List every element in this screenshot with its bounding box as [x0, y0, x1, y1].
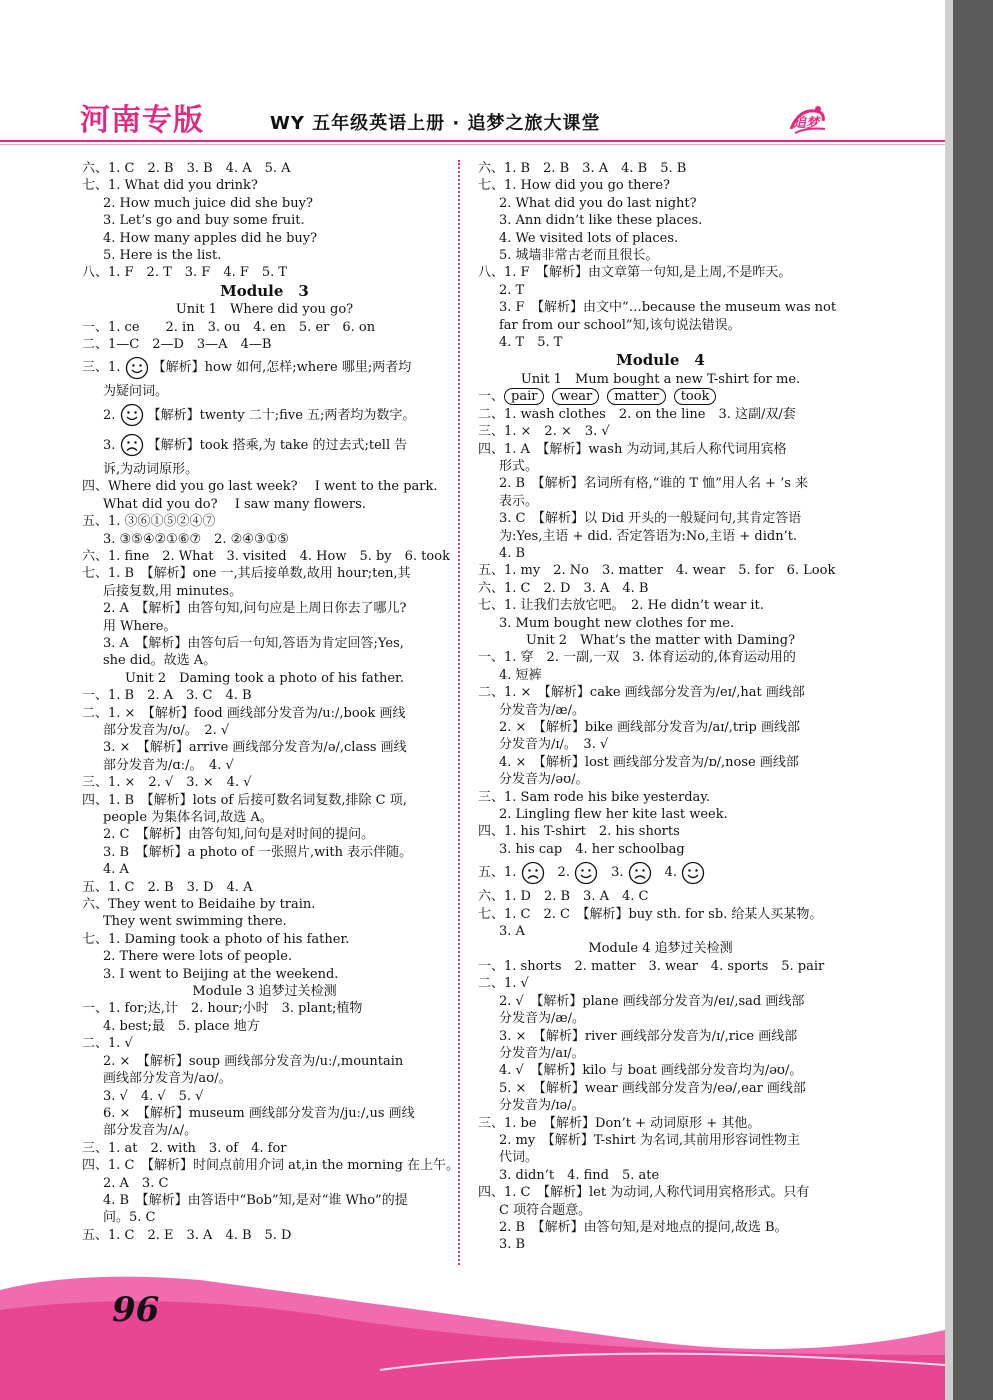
answer-line: [478, 1236, 843, 1253]
answer-line: [82, 212, 447, 229]
answer-text: 4. T 5. T: [499, 335, 563, 351]
answer-text: 2. A 3. C: [103, 1175, 169, 1191]
answer-text: 4. B: [499, 545, 526, 561]
unit-heading: [478, 371, 843, 388]
header-rule: [0, 140, 945, 142]
answer-line: [82, 826, 447, 843]
answer-line: [82, 513, 447, 530]
answer-text: 2. × 【解析】bike 画线部分发音为/aɪ/,trip 画线部: [499, 720, 800, 735]
answer-text: 二、1—C 2—D 3—A 4—B: [82, 337, 272, 353]
answer-text: 四、1. A 【解析】wash 为动词,其后人称代词用宾格: [478, 441, 787, 457]
answer-line: [82, 531, 447, 548]
answer-line: [82, 461, 447, 478]
answer-text: 3. B: [499, 1237, 526, 1253]
circled-word: wear: [552, 388, 599, 405]
answer-text: 2. Lingling flew her kite last week.: [499, 807, 728, 823]
answer-line: [478, 649, 843, 666]
sad-face-icon: [628, 861, 652, 885]
answer-line: [82, 496, 447, 513]
answer-text: 3. didn’t 4. find 5. ate: [499, 1167, 660, 1183]
answer-line: [82, 722, 447, 739]
answer-text: Unit 1 Mum bought a new T-shirt for me.: [520, 371, 801, 387]
answer-line: [478, 993, 843, 1010]
answer-explanation: 【解析】how 如何,怎样;where 哪里;两者均: [148, 360, 412, 376]
answer-text: 4. best;最 5. place 地方: [103, 1018, 260, 1034]
answer-line: [478, 667, 843, 684]
answer-text: 七、1. 让我们去放它吧。 2. He didn’t wear it.: [478, 598, 764, 614]
answer-line: [478, 212, 843, 229]
answer-line: [478, 1062, 843, 1079]
answer-line: [478, 823, 843, 840]
answer-text: 问。5. C: [103, 1210, 156, 1226]
answer-text: 三、1. be 【解析】Don’t + 动词原形 + 其他。: [478, 1115, 761, 1131]
unit-heading: [478, 940, 843, 957]
answer-line: [82, 1175, 447, 1192]
smiley-face-icon: [125, 356, 149, 380]
answer-text: 2.: [103, 407, 116, 423]
answer-text: 六、1. D 2. B 3. A 4. C: [478, 889, 649, 905]
answer-line: [478, 562, 843, 579]
answer-line: [82, 966, 447, 983]
answer-line: [478, 1080, 843, 1097]
answer-line: [478, 1028, 843, 1045]
unit-heading: [82, 301, 447, 318]
answer-text: Unit 2 What’s the matter with Daming?: [525, 632, 796, 648]
answer-text: 部分发音为/ɑː/。 4. √: [103, 757, 234, 773]
answer-line: [82, 600, 447, 617]
answer-text: 八、1. F 【解析】由文章第一句知,是上周,不是昨天。: [478, 265, 792, 281]
answer-line: [82, 948, 447, 965]
unit-heading: [82, 983, 447, 1000]
answer-line: [478, 841, 843, 858]
answer-text: 三、1. at 2. with 3. of 4. for: [82, 1140, 287, 1156]
answer-line: [478, 230, 843, 247]
book-spine: [953, 0, 993, 1400]
answer-text: 六、1. fine 2. What 3. visited 4. How 5. by 6. took: [82, 548, 450, 564]
answer-text: 3. his cap 4. her schoolbag: [499, 841, 685, 857]
answer-line: [82, 1018, 447, 1035]
face-number: 4.: [651, 865, 678, 881]
smiley-face-icon: [574, 861, 598, 885]
answer-line: [478, 789, 843, 806]
answer-line: [478, 282, 843, 299]
answer-text: 分发音为/æ/。: [499, 1011, 585, 1027]
answer-text: 为:Yes,主语 + did. 否定答语为:No,主语 + didn’t.: [499, 528, 798, 544]
answer-text: 3. F 【解析】由文中“…because the museum was not: [499, 300, 837, 316]
answer-text: 2. What did you do last night?: [499, 195, 697, 211]
answer-text: far from our school”知,该句说法错误。: [499, 317, 741, 333]
answer-line: [82, 1035, 447, 1052]
answer-text: 为疑问词。: [103, 384, 169, 400]
answer-text: 五、1. my 2. No 3. matter 4. wear 5. for 6. Look: [478, 563, 836, 579]
answer-text: 诉,为动词原形。: [103, 461, 199, 477]
answer-text: 2. my 【解析】T-shirt 为名词,其前用形容词性物主: [499, 1132, 800, 1148]
answer-text: 七、1. C 2. C 【解析】buy sth. for sb. 给某人买某物。: [478, 906, 823, 922]
answer-text: 4. × 【解析】lost 画线部分发音为/ɒ/,nose 画线部: [499, 754, 799, 770]
answer-line: [82, 931, 447, 948]
answer-line: [82, 1140, 447, 1157]
answer-explanation: 【解析】twenty 二十;five 五;两者均为数字。: [143, 407, 416, 423]
answer-line: [478, 1219, 843, 1236]
answer-text: Unit 2 Daming took a photo of his father.: [125, 670, 404, 686]
answer-text: 2. B 【解析】由答句知,是对地点的提问,故选 B。: [499, 1219, 788, 1235]
answer-line: [478, 317, 843, 334]
answer-text: 三、1.: [82, 360, 121, 376]
answer-text: 3. A: [499, 924, 525, 940]
answer-text: 六、They went to Beidaihe by train.: [82, 897, 316, 913]
answer-line: [82, 1122, 447, 1139]
answer-line: [478, 1132, 843, 1149]
answer-text: 二、1. √: [82, 1036, 133, 1052]
answer-line: [478, 684, 843, 701]
smiley-face-icon: [120, 403, 144, 427]
answer-text: 3.: [103, 437, 116, 453]
answer-line: [478, 1010, 843, 1027]
answer-line: [478, 423, 843, 440]
answer-line: [82, 896, 447, 913]
answer-line: [82, 792, 447, 809]
answer-line: [478, 406, 843, 423]
answer-text: 3. I went to Beijing at the weekend.: [103, 966, 339, 982]
answer-line: [82, 195, 447, 212]
answer-line: [478, 958, 843, 975]
smiley-face-icon: [681, 861, 705, 885]
answer-text: 4. B 【解析】由答语中“Bob”知,是对“谁 Who”的提: [103, 1192, 408, 1208]
answer-text: 一、1. ce 2. in 3. ou 4. en 5. er 6. on: [82, 319, 376, 335]
answer-line: [82, 809, 447, 826]
answer-line: [82, 177, 447, 194]
answer-text: Module 3: [220, 281, 309, 300]
answer-line: [478, 493, 843, 510]
module-heading: [478, 352, 843, 369]
answer-line: [478, 702, 843, 719]
answer-line: [478, 888, 843, 905]
answer-text: 五、1. C 2. E 3. A 4. B 5. D: [82, 1227, 292, 1243]
answer-text: 画线部分发音为/aʊ/。: [103, 1071, 232, 1087]
answer-text: 分发音为/æ/。: [499, 702, 585, 718]
answer-line: [478, 299, 843, 316]
answer-line: [478, 545, 843, 562]
answer-text: people 为集体名词,故选 A。: [103, 810, 273, 825]
answer-text: 分发音为/ɪə/。: [499, 1098, 585, 1114]
answer-text: 一、: [478, 389, 505, 405]
answer-line: [478, 1167, 843, 1184]
answer-text: 2. T: [499, 282, 525, 298]
answer-line: [478, 177, 843, 194]
answer-line: [478, 388, 843, 405]
answer-line: [82, 879, 447, 896]
answer-text: They went swimming there.: [103, 914, 287, 930]
answer-text: 3. Let’s go and buy some fruit.: [103, 213, 305, 229]
answer-text: Module 3 追梦过关检测: [192, 984, 337, 1000]
answer-line: [478, 334, 843, 351]
answer-text: 形式。: [499, 458, 539, 474]
answer-text: 2. C 【解析】由答句知,问句是对时间的提问。: [103, 827, 375, 843]
answer-text: What did you do? I saw many flowers.: [103, 496, 366, 512]
answer-line: [478, 458, 843, 475]
answer-line: [82, 230, 447, 247]
answer-line: [478, 1202, 843, 1219]
face-number: 2.: [544, 865, 570, 881]
book-spine-edge: [945, 0, 953, 1400]
answer-line: [82, 705, 447, 722]
answer-line: [82, 1227, 447, 1244]
answer-text: 代词。: [499, 1150, 539, 1166]
answer-text: 2. × 【解析】soup 画线部分发音为/uː/,mountain: [103, 1053, 404, 1069]
answer-line: [478, 719, 843, 736]
answer-line: [82, 1088, 447, 1105]
answer-text: Unit 1 Where did you go?: [175, 302, 354, 318]
answer-text: 六、1. C 2. B 3. B 4. A 5. A: [82, 161, 291, 176]
answer-line: [478, 441, 843, 458]
answer-line: [478, 528, 843, 545]
answer-text: she did。故选 A。: [103, 653, 217, 669]
answer-line: [478, 736, 843, 753]
answer-line: [82, 652, 447, 669]
answer-text: Module 4: [616, 351, 705, 370]
answer-line: [478, 1184, 843, 1201]
answer-text: 3. ③⑤④②①⑥⑦ 2. ②④③①⑤: [103, 531, 289, 547]
answer-line: [478, 510, 843, 527]
unit-heading: [82, 670, 447, 687]
answer-line: [82, 264, 447, 281]
answer-text: 三、1. × 2. × 3. √: [478, 424, 610, 440]
answer-text: 3. B 【解析】a photo of 一张照片,with 表示伴随。: [103, 844, 413, 860]
answer-text: 4. A: [103, 862, 129, 878]
answer-text: 4. √ 【解析】kilo 与 boat 画线部分发音均为/əʊ/。: [499, 1063, 803, 1079]
answer-text: 二、1. wash clothes 2. on the line 3. 这副/双/套: [478, 406, 796, 422]
answer-explanation: 【解析】took 搭乘,为 take 的过去式;tell 告: [143, 437, 408, 453]
circled-word: matter: [607, 388, 665, 405]
answer-text: 分发音为/aɪ/。: [499, 1045, 585, 1061]
answer-line: [478, 1045, 843, 1062]
answer-text: 3. C 【解析】以 Did 开头的一般疑问句,其肯定答语: [499, 511, 802, 527]
answer-line: [82, 383, 447, 400]
answer-line: [478, 580, 843, 597]
answer-text: 后接复数,用 minutes。: [103, 583, 243, 599]
answer-text: 八、1. F 2. T 3. F 4. F 5. T: [82, 265, 288, 281]
answer-text: 3. A 【解析】由答句后一句知,答语为肯定回答;Yes,: [103, 635, 404, 651]
answer-line: [82, 861, 447, 878]
answer-text: 2. √ 【解析】plane 画线部分发音为/eɪ/,sad 画线部: [499, 993, 805, 1009]
answer-text: 2. How much juice did she buy?: [103, 195, 313, 211]
answer-text: 三、1. Sam rode his bike yesterday.: [478, 789, 711, 805]
answer-text: 七、1. How did you go there?: [478, 178, 671, 194]
answer-line: [82, 160, 447, 177]
answer-line: [478, 1149, 843, 1166]
answer-line: [478, 475, 843, 492]
answer-line: [82, 583, 447, 600]
answer-text: 2. A 【解析】由答句知,问句应是上周日你去了哪儿?: [103, 601, 407, 617]
answer-text: 一、1. shorts 2. matter 3. wear 4. sports 5. pair: [478, 958, 825, 974]
answer-line: [478, 247, 843, 264]
answer-line: [82, 401, 447, 431]
answer-text: 二、1. × 【解析】food 画线部分发音为/uː/,book 画线: [82, 705, 406, 721]
answer-line: [82, 1070, 447, 1087]
answer-line: [478, 806, 843, 823]
answer-text: 5. 城墙非常古老而且很长。: [499, 248, 659, 264]
answer-text: 五、1. C 2. B 3. D 4. A: [82, 879, 253, 895]
zhuimeng-logo-icon: [785, 103, 829, 137]
answer-text: 4. How many apples did he buy?: [103, 230, 318, 246]
answer-line: [82, 319, 447, 336]
answer-column-right: [478, 160, 843, 1254]
answer-text: 四、1. B 【解析】lots of 后接可数名词复数,排除 C 项,: [82, 792, 407, 808]
answer-line: [478, 771, 843, 788]
answer-text: 分发音为/ɪ/。 3. √: [499, 737, 609, 753]
answer-line: [478, 597, 843, 614]
answer-line: [82, 1105, 447, 1122]
answer-text: 2. B 【解析】名词所有格,“谁的 T 恤”用人名 + ’s 来: [499, 476, 809, 492]
answer-text: C 项符合题意。: [499, 1202, 592, 1218]
answer-line: [82, 1053, 447, 1070]
answer-line: [82, 618, 447, 635]
answer-text: 五、1. ③⑥①⑤②④⑦: [82, 514, 216, 530]
answer-text: 六、1. B 2. B 3. A 4. B 5. B: [478, 161, 687, 176]
answer-line: [82, 548, 450, 565]
answer-text: 七、1. Daming took a photo of his father.: [82, 931, 350, 947]
answer-line: [82, 757, 447, 774]
answer-line: [478, 975, 843, 992]
answer-line: [82, 1157, 460, 1174]
answer-line: [82, 1192, 447, 1209]
answer-text: 4. We visited lots of places.: [499, 230, 679, 246]
answer-line: [82, 635, 447, 652]
answer-text: 4. 短裤: [499, 667, 542, 683]
book-subtitle: WY 五年级英语上册 · 追梦之旅大课堂: [270, 113, 601, 134]
answer-line: [478, 1097, 843, 1114]
answer-text: Module 4 追梦过关检测: [588, 941, 733, 957]
answer-line: [478, 264, 843, 281]
answer-line: [82, 478, 447, 495]
answer-text: 3. Mum bought new clothes for me.: [499, 615, 735, 631]
circled-word: pair: [504, 388, 544, 405]
answer-text: 用 Where。: [103, 618, 177, 634]
module-heading: [82, 283, 447, 300]
answer-text: 四、1. C 【解析】时间点前用介词 at,in the morning 在上午。: [82, 1158, 460, 1174]
answer-line: [82, 1209, 447, 1226]
answer-text: 5. Here is the list.: [103, 248, 222, 264]
answer-text: 3. √ 4. √ 5. √: [103, 1088, 204, 1104]
page-number: 96: [112, 1290, 160, 1330]
answer-line: [82, 844, 447, 861]
answer-text: 七、1. B 【解析】one 一,其后接单数,故用 hour;ten,其: [82, 566, 411, 582]
svg-text:追梦: 追梦: [793, 116, 820, 131]
answer-line: [82, 431, 447, 461]
sad-face-icon: [120, 433, 144, 457]
answer-text: 一、1. for;达,计 2. hour;小时 3. plant;植物: [82, 1001, 363, 1017]
answer-line: [82, 774, 447, 791]
answer-line: [82, 565, 447, 582]
answer-text: 3. Ann didn’t like these places.: [499, 213, 703, 229]
answer-line: [82, 687, 447, 704]
answer-line: [82, 336, 447, 353]
answer-text: 五、1.: [478, 865, 517, 881]
answer-line: [82, 913, 447, 930]
answer-text: 四、1. C 【解析】let 为动词,人称代词用宾格形式。只有: [478, 1185, 810, 1201]
answer-text: 四、1. his T-shirt 2. his shorts: [478, 824, 680, 840]
answer-text: 分发音为/əʊ/。: [499, 772, 589, 788]
answer-text: 三、1. × 2. √ 3. × 4. √: [82, 775, 252, 791]
answer-text: 六、1. C 2. D 3. A 4. B: [478, 580, 649, 596]
answer-line: [478, 923, 843, 940]
answer-column-left: [82, 160, 460, 1244]
page-header: [70, 95, 890, 145]
unit-heading: [478, 632, 843, 649]
answer-text: 四、Where did you go last week? I went to the park.: [82, 479, 438, 495]
face-number: 3.: [598, 865, 624, 881]
answer-line: [478, 906, 843, 923]
answer-text: 二、1. √: [478, 976, 529, 992]
circled-word: took: [674, 388, 717, 405]
answer-line: [478, 195, 843, 212]
answer-line: [478, 615, 843, 632]
answer-line: [82, 353, 447, 383]
header-rule-thin: [0, 144, 945, 145]
answer-text: 一、1. B 2. A 3. C 4. B: [82, 688, 252, 704]
answer-text: 表示。: [499, 493, 539, 509]
answer-line: [82, 247, 447, 264]
answer-line: [478, 160, 843, 177]
answer-text: 3. × 【解析】arrive 画线部分发音为/ə/,class 画线: [103, 740, 407, 756]
answer-line: [82, 1000, 447, 1017]
answer-text: 七、1. What did you drink?: [82, 178, 258, 194]
answer-text: 部分发音为/ʌ/。: [103, 1123, 198, 1139]
answer-text: 二、1. × 【解析】cake 画线部分发音为/eɪ/,hat 画线部: [478, 685, 805, 701]
answer-line: [82, 739, 447, 756]
answer-text: 6. × 【解析】museum 画线部分发音为/juː/,us 画线: [103, 1105, 415, 1121]
answer-line: [478, 754, 843, 771]
answer-text: 3. × 【解析】river 画线部分发音为/ɪ/,rice 画线部: [499, 1028, 798, 1044]
edition-title: 河南专版: [80, 103, 204, 138]
answer-text: 5. × 【解析】wear 画线部分发音为/eə/,ear 画线部: [499, 1080, 806, 1096]
answer-line: [478, 858, 843, 888]
sad-face-icon: [521, 861, 545, 885]
answer-text: 一、1. 穿 2. 一副,一双 3. 体育运动的,体育运动用的: [478, 650, 796, 666]
answer-text: 部分发音为/ʊ/。 2. √: [103, 722, 230, 738]
answer-text: 2. There were lots of people.: [103, 949, 293, 965]
answer-line: [478, 1115, 843, 1132]
column-divider: [458, 160, 460, 1265]
